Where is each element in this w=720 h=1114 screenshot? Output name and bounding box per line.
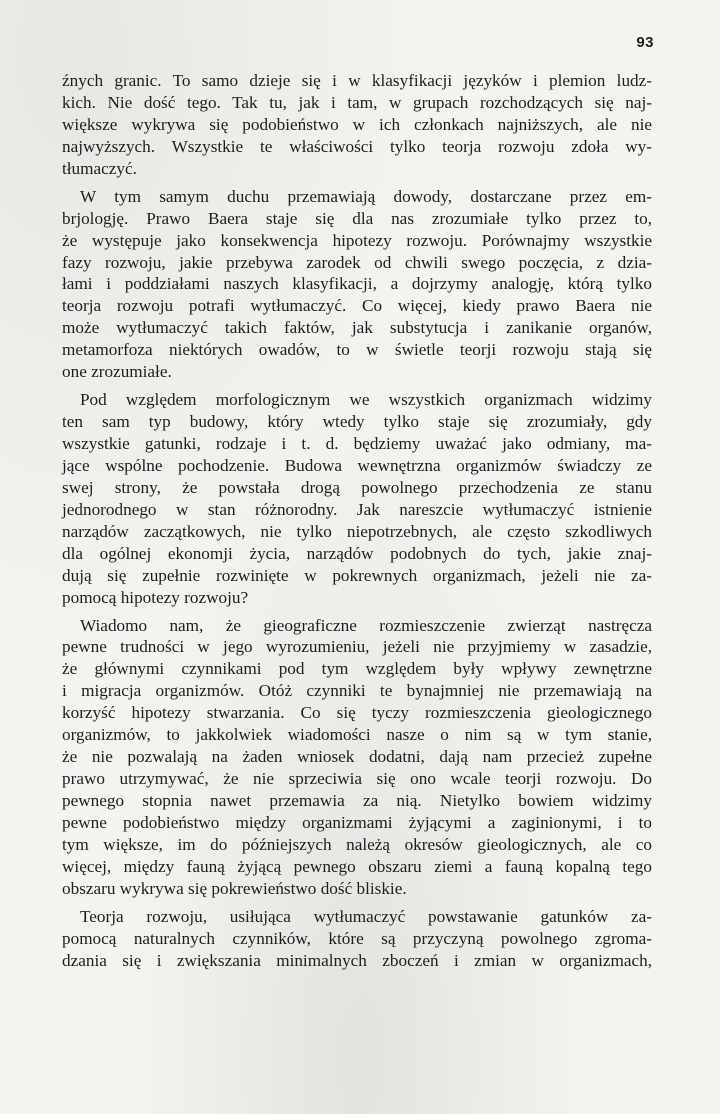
text-line: najwyższych. Wszystkie te właściwości tylko teorja rozwoju zdoła wy- xyxy=(62,136,652,156)
paragraph-1 xyxy=(62,70,652,180)
text-line: wszystkie gatunki, rodzaje i t. d. będziemy uważać jako odmiany, ma- xyxy=(62,434,652,453)
text-line: metamorfoza niektórych owadów, to w świetle teorji rozwoju stają się xyxy=(62,340,652,360)
text-line: kich. Nie dość tego. Tak tu, jak i tam, w grupach rozchodzących się naj- xyxy=(62,92,652,112)
text-line: pewnego stopnia nawet przemawia za nią. Nietylko bowiem widzimy xyxy=(62,791,652,810)
text-line: pewne podobieństwo między organizmami żyjącymi a zaginionymi, i to xyxy=(62,812,652,832)
text-line: Pod względem morfologicznym we wszystkich organizmach widzimy xyxy=(80,390,652,410)
text-line: łami i poddziałami naszych klasyfikacji, a dojrzymy analogję, którą tylko xyxy=(62,274,652,294)
text-line: brjologję. Prawo Baera staje się dla nas zrozumiałe tylko przez to, xyxy=(62,208,652,228)
text-line: prawo utrzymywać, że nie sprzeciwia się ono wcale teorji rozwoju. Do xyxy=(62,769,652,789)
text-line: dują się zupełnie rozwinięte w pokrewnych organizmach, jeżeli nie za- xyxy=(62,565,652,585)
text-line: obszaru wykrywa się pokrewieństwo dość bliskie. xyxy=(62,878,407,898)
text-line: pomocą hipotezy rozwoju? xyxy=(62,587,249,607)
text-line: fazy rozwoju, jakie przebywa zarodek od chwili swego poczęcia, z dzia- xyxy=(62,252,652,272)
text-line: Teorja rozwoju, usiłująca wytłumaczyć powstawanie gatunków za- xyxy=(80,906,652,926)
body-text xyxy=(62,70,652,972)
text-line: pomocą naturalnych czynników, które są przyczyną powolnego zgroma- xyxy=(62,928,652,948)
page-number: 93 xyxy=(636,34,654,51)
paragraph-2 xyxy=(62,186,652,383)
text-line: dla ogólnej ekonomji życia, narządów podobnych do tych, jakie znaj- xyxy=(62,543,652,563)
text-line: W tym samym duchu przemawiają dowody, dostarczane przez em- xyxy=(80,186,652,206)
text-line: że głównymi czynnikami pod tym względem były wpływy zewnętrzne xyxy=(62,659,652,679)
text-line: korzyść hipotezy stwarzania. Co się tyczy rozmieszczenia gieologicznego xyxy=(62,703,652,723)
text-line: tłumaczyć. xyxy=(62,158,137,178)
text-line: więcej, między fauną żyjącą pewnego obszaru ziemi a fauną kopalną tego xyxy=(62,856,652,876)
text-line: ten sam typ budowy, który wtedy tylko staje się zrozumiały, gdy xyxy=(62,412,652,432)
text-line: teorja rozwoju potrafi wytłumaczyć. Co więcej, kiedy prawo Baera nie xyxy=(62,296,652,316)
text-line: pewne trudności w jego wyrozumieniu, jeżeli nie przyjmiemy w zasadzie, xyxy=(62,637,652,657)
text-line: jące wspólne pochodzenie. Budowa wewnętrzna organizmów świadczy ze xyxy=(62,455,652,475)
text-line: źnych granic. To samo dzieje się i w klasyfikacji języków i plemion ludz- xyxy=(62,71,652,90)
paragraph-3 xyxy=(62,389,652,608)
text-line: że nie pozwalają na żaden wniosek dodatni, dają nam przecież zupełne xyxy=(62,747,652,767)
text-line: narządów zaczątkowych, nie tylko niepotrzebnych, ale często szkodliwych xyxy=(62,521,652,541)
text-line: dzania się i zwiększania minimalnych zboczeń i zmian w organizmach, xyxy=(62,950,652,970)
paragraph-4 xyxy=(62,615,652,900)
text-line: tym większe, im do późniejszych należą okresów gieologicznych, ale co xyxy=(62,834,652,854)
text-line: i migracja organizmów. Otóż czynniki te bynajmniej nie przemawiają na xyxy=(62,681,652,701)
text-line: że występuje jako konsekwencja hipotezy rozwoju. Porównajmy wszystkie xyxy=(62,230,652,250)
text-line: Wiadomo nam, że gieograficzne rozmieszczenie zwierząt nastręcza xyxy=(80,615,652,635)
text-line: organizmów, to jakkolwiek wiadomości nasze o nim są w tym stanie, xyxy=(62,725,652,745)
text-line: może wytłumaczyć takich faktów, jak substytucja i zanikanie organów, xyxy=(62,318,652,338)
text-line: one zrozumiałe. xyxy=(62,362,172,382)
paragraph-5 xyxy=(62,906,652,972)
text-line: większe wykrywa się podobieństwo w ich członkach najniższych, ale nie xyxy=(62,114,652,134)
text-line: jednorodnego w stan różnorodny. Jak nareszcie wytłumaczyć istnienie xyxy=(62,499,652,519)
text-line: swej strony, że powstała drogą powolnego przechodzenia ze stanu xyxy=(62,477,652,497)
